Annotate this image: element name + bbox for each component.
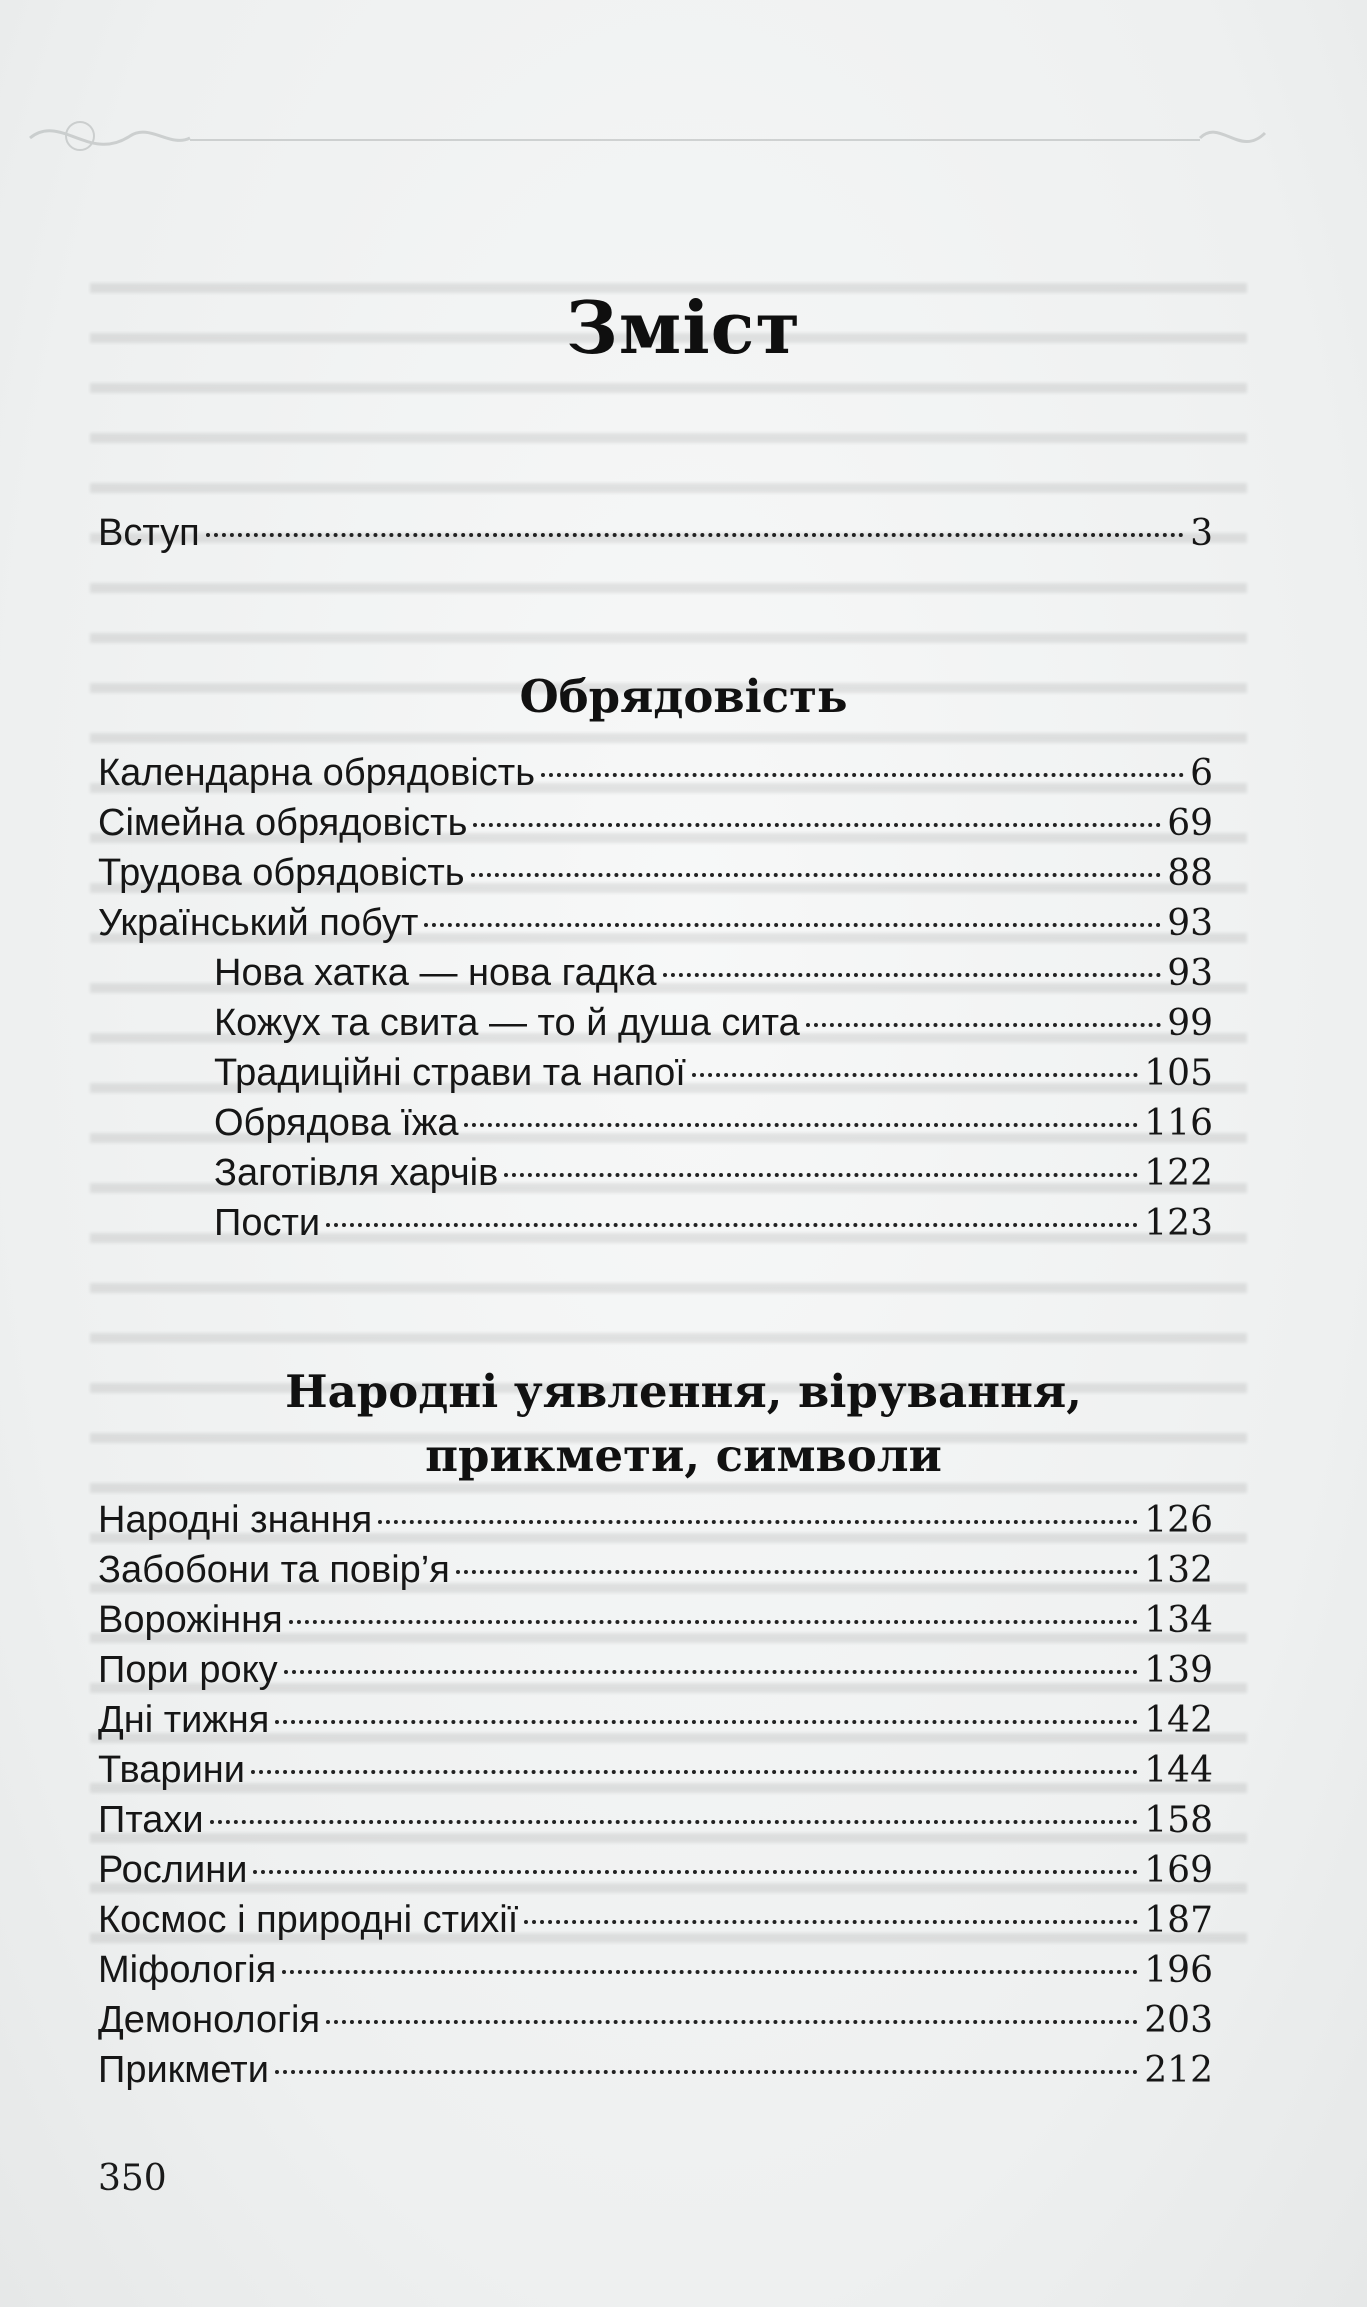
leader-dots <box>326 1223 1138 1227</box>
toc-entry-page: 139 <box>1144 1650 1213 1691</box>
leader-dots <box>806 1023 1161 1027</box>
toc-intro <box>98 508 1213 558</box>
leader-dots <box>275 2070 1138 2074</box>
leader-dots <box>282 1970 1138 1974</box>
leader-dots <box>326 2020 1138 2024</box>
toc-entry-label: Традиційні страви та напої <box>214 1052 686 1094</box>
toc-entry[interactable] <box>98 1545 1213 1595</box>
toc-subentry[interactable] <box>98 1148 1213 1198</box>
toc-entry-label: Трудова обрядовість <box>98 852 465 894</box>
toc-entry-page: 187 <box>1144 1900 1213 1941</box>
toc-entry-page: 123 <box>1144 1203 1213 1244</box>
toc-entry[interactable] <box>98 1645 1213 1695</box>
toc-entry-page: 69 <box>1167 803 1213 844</box>
leader-dots <box>275 1720 1138 1724</box>
toc-entry-label: Заготівля харчів <box>214 1152 499 1194</box>
toc-entry-label: Забобони та повір’я <box>98 1549 450 1591</box>
toc-entry-page: 105 <box>1144 1053 1213 1094</box>
toc-entry[interactable] <box>98 508 1213 558</box>
leader-dots <box>524 1920 1138 1924</box>
leader-dots <box>251 1770 1138 1774</box>
leader-dots <box>464 1123 1138 1127</box>
section-heading-line: прикмети, символи <box>425 1429 942 1482</box>
leader-dots <box>284 1670 1139 1674</box>
toc-entry[interactable] <box>98 1595 1213 1645</box>
toc-entry-page: 203 <box>1144 2000 1213 2041</box>
leader-dots <box>289 1620 1139 1624</box>
page-title: Зміст <box>565 285 802 370</box>
toc-entry-page: 142 <box>1144 1700 1213 1741</box>
toc-entry-label: Ворожіння <box>98 1599 283 1641</box>
leader-dots <box>473 823 1161 827</box>
leader-dots <box>471 873 1162 877</box>
toc-entry-page: 93 <box>1167 903 1213 944</box>
toc-entry-label: Нова хатка — нова гадка <box>214 952 657 994</box>
leader-dots <box>206 533 1184 537</box>
toc-subentry[interactable] <box>98 1198 1213 1248</box>
toc-entry-label: Обрядова їжа <box>214 1102 459 1144</box>
toc-entry-label: Сімейна обрядовість <box>98 802 468 844</box>
toc-entry-label: Вступ <box>98 512 200 554</box>
toc-entry[interactable] <box>98 748 1213 798</box>
toc-entry[interactable] <box>98 1795 1213 1845</box>
toc-section-rituals <box>98 748 1213 1248</box>
toc-entry[interactable] <box>98 1495 1213 1545</box>
leader-dots <box>692 1073 1138 1077</box>
toc-entry-page: 212 <box>1144 2050 1213 2091</box>
toc-entry-label: Народні знання <box>98 1499 373 1541</box>
toc-entry-page: 99 <box>1167 1003 1213 1044</box>
toc-subentry[interactable] <box>98 1048 1213 1098</box>
toc-entry[interactable] <box>98 1995 1213 2045</box>
toc-subentry[interactable] <box>98 998 1213 1048</box>
toc-entry-page: 3 <box>1190 513 1213 554</box>
toc-entry[interactable] <box>98 798 1213 848</box>
page-number: 350 <box>98 2158 167 2199</box>
toc-entry[interactable] <box>98 848 1213 898</box>
leader-dots <box>253 1870 1138 1874</box>
toc-entry-label: Птахи <box>98 1799 204 1841</box>
toc-entry[interactable] <box>98 1745 1213 1795</box>
toc-entry-label: Міфологія <box>98 1949 277 1991</box>
toc-entry-page: 196 <box>1144 1950 1213 1991</box>
toc-entry[interactable] <box>98 1695 1213 1745</box>
toc-entry-label: Пости <box>214 1202 321 1244</box>
toc-entry-page: 88 <box>1167 853 1213 894</box>
toc-entry[interactable] <box>98 898 1213 948</box>
section-heading <box>0 665 1367 729</box>
leader-dots <box>504 1173 1138 1177</box>
toc-entry-page: 134 <box>1144 1600 1213 1641</box>
toc-entry-label: Тварини <box>98 1749 246 1791</box>
floral-ornament-icon <box>20 108 1270 168</box>
toc-entry-label: Рослини <box>98 1849 248 1891</box>
toc-entry-page: 126 <box>1144 1500 1213 1541</box>
leader-dots <box>663 973 1162 977</box>
leader-dots <box>210 1820 1139 1824</box>
toc-entry-label: Пори року <box>98 1649 278 1691</box>
toc-entry-label: Демонологія <box>98 1999 321 2041</box>
toc-entry-label: Календарна обрядовість <box>98 752 535 794</box>
toc-entry-label: Український побут <box>98 902 419 944</box>
toc-entry[interactable] <box>98 1895 1213 1945</box>
leader-dots <box>424 923 1161 927</box>
toc-entry-page: 169 <box>1144 1850 1213 1891</box>
toc-entry-label: Кожух та свита — то й душа сита <box>214 1002 800 1044</box>
toc-entry[interactable] <box>98 1945 1213 1995</box>
toc-entry-page: 132 <box>1144 1550 1213 1591</box>
toc-subentry[interactable] <box>98 948 1213 998</box>
toc-entry-label: Прикмети <box>98 2049 269 2091</box>
leader-dots <box>378 1520 1138 1524</box>
toc-entry-page: 6 <box>1190 753 1213 794</box>
toc-entry-page: 144 <box>1144 1750 1213 1791</box>
leader-dots <box>541 773 1184 777</box>
toc-entry-page: 158 <box>1144 1800 1213 1841</box>
toc-entry-page: 116 <box>1144 1103 1213 1144</box>
toc-section-beliefs <box>98 1495 1213 2095</box>
section-heading <box>0 1360 1367 1488</box>
toc-subentry[interactable] <box>98 1098 1213 1148</box>
toc-entry-label: Космос і природні стихії <box>98 1899 519 1941</box>
toc-entry-page: 122 <box>1144 1153 1213 1194</box>
toc-entry-page: 93 <box>1167 953 1213 994</box>
toc-entry[interactable] <box>98 2045 1213 2095</box>
section-heading-line: Обрядовість <box>519 670 848 723</box>
toc-entry-label: Дні тижня <box>98 1699 270 1741</box>
leader-dots <box>456 1570 1138 1574</box>
toc-entry[interactable] <box>98 1845 1213 1895</box>
section-heading-line: Народні уявлення, вірування, <box>285 1365 1082 1418</box>
